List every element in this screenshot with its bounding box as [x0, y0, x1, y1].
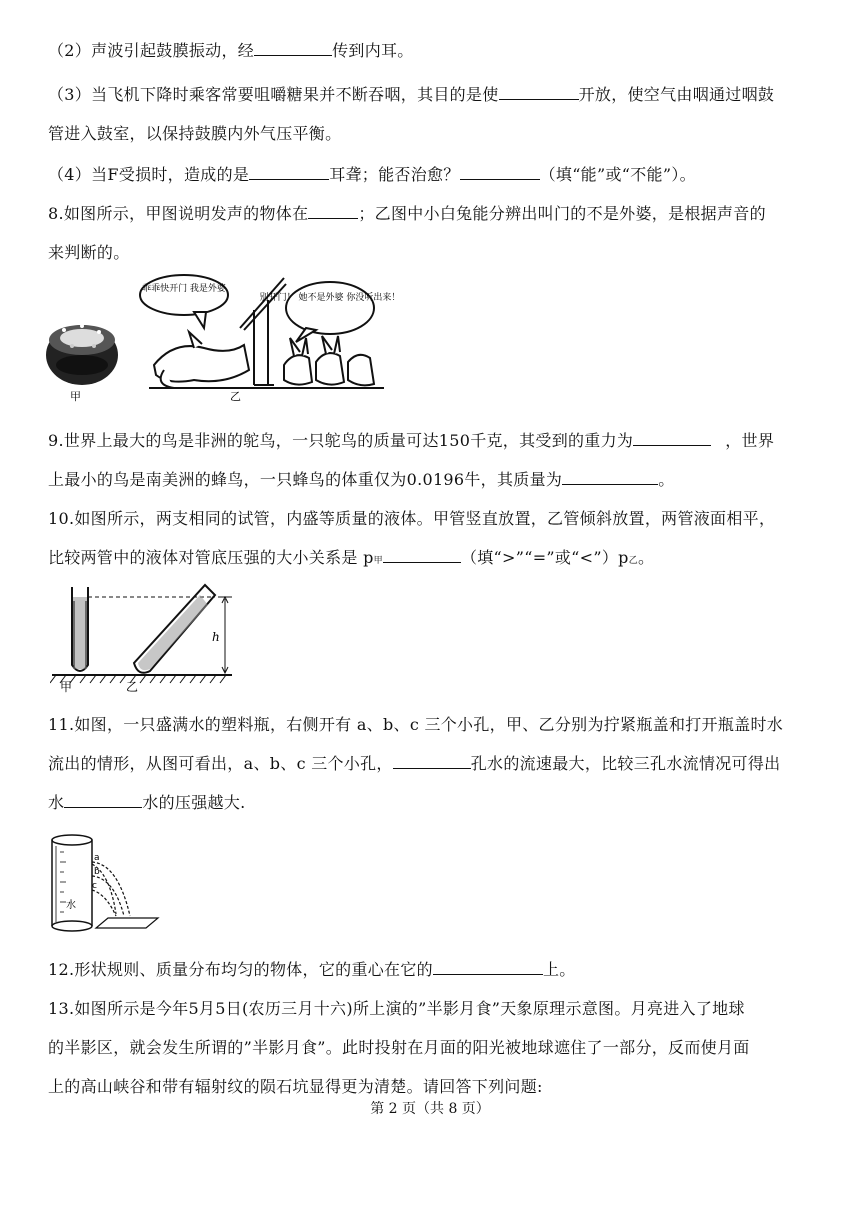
q11-line3	[48, 790, 246, 813]
answer-blank[interactable]	[460, 165, 540, 180]
text: 孔水的流速最大，比较三孔水流情况可得出	[470, 754, 781, 773]
hole-b-label: b	[94, 867, 100, 877]
text: （4）当F受损时，造成的是	[48, 165, 250, 184]
speech-bubble-right-icon	[286, 282, 374, 342]
q10-figure	[50, 583, 240, 693]
fig-label-yi: 乙	[230, 390, 241, 403]
wolf-icon	[154, 332, 249, 388]
text: 上最小的鸟是南美洲的蜂鸟，一只蜂鸟的体重仅为0.0196牛，其质量为	[48, 470, 563, 489]
answer-blank[interactable]	[254, 41, 332, 56]
q9-line2	[48, 467, 675, 490]
answer-blank[interactable]	[308, 204, 358, 219]
text: 水	[48, 793, 65, 812]
q8-figure	[44, 270, 404, 405]
subscript-yi: 乙	[628, 556, 639, 566]
text: 9.世界上最大的鸟是非洲的鸵鸟，一只鸵鸟的质量可达150千克，其受到的重力为	[48, 431, 634, 450]
q12-line1	[48, 957, 576, 980]
text: 12.形状规则、质量分布均匀的物体，它的重心在它的	[48, 960, 433, 979]
q13-line3: 上的高山峡谷和带有辐射纹的陨石坑显得更为清楚。请回答下列问题:	[48, 1077, 543, 1096]
bubble-right-text: 别开门！ 她不是外婆 你没听出来！	[259, 293, 401, 303]
text: 8.如图所示，甲图说明发声的物体在	[48, 204, 309, 223]
fig-label-jia: 甲	[60, 680, 73, 693]
rabbits-icon	[284, 336, 374, 385]
text: ；乙图中小白兔能分辨出叫门的不是外婆，是根据声音的	[358, 204, 766, 223]
q9-line1	[48, 428, 774, 451]
q7-part2	[48, 38, 414, 61]
text: 水的压强越大.	[142, 793, 246, 812]
answer-blank[interactable]	[499, 85, 579, 100]
text: 流出的情形，从图可看出，a、b、c 三个小孔，	[48, 754, 393, 773]
text: （3）当飞机下降时乘客常要咀嚼糖果并不断吞咽，其目的是使	[48, 85, 499, 104]
q11-line2	[48, 751, 780, 774]
text: 比较两管中的液体对管底压强的大小关系是 p	[48, 548, 374, 567]
q10-line1: 10.如图所示，两支相同的试管，内盛等质量的液体。甲管竖直放置，乙管倾斜放置，两管液面相平，	[48, 509, 776, 528]
subscript-jia: 甲	[373, 556, 383, 566]
answer-blank[interactable]	[249, 165, 329, 180]
fig-label-jia: 甲	[70, 390, 81, 403]
text: 耳聋；能否治愈？	[329, 165, 460, 184]
text: 。	[638, 548, 655, 567]
page-footer: 第 2 页（共 8 页）	[370, 1101, 490, 1117]
text: （填“>”“=”或“<”）p	[460, 548, 629, 567]
text: （填“能”或“不能”）。	[539, 165, 696, 184]
tray-icon	[96, 918, 158, 928]
q7-part3-line2: 管进入鼓室，以保持鼓膜内外气压平衡。	[48, 124, 342, 143]
hole-a-label: a	[94, 853, 100, 863]
fig-label-yi: 乙	[126, 680, 139, 693]
answer-blank[interactable]	[393, 754, 471, 769]
drum-icon	[46, 324, 118, 385]
height-arrow-icon	[218, 597, 232, 673]
answer-blank[interactable]	[633, 431, 711, 446]
fig-label-h: h	[212, 630, 220, 644]
vertical-test-tube-icon	[72, 587, 88, 671]
text: 。	[658, 470, 675, 489]
tilted-test-tube-icon	[134, 585, 215, 673]
hole-c-label: c	[92, 881, 97, 891]
answer-blank[interactable]	[562, 470, 658, 485]
q7-part4	[48, 162, 696, 185]
q13-line2: 的半影区，就会发生所谓的”半影月食”。此时投射在月面的阳光被地球遮住了一部分，反而使月面	[48, 1038, 750, 1057]
q11-line1: 11.如图，一只盛满水的塑料瓶，右侧开有 a、b、c 三个小孔，甲、乙分别为拧紧瓶盖和打开瓶盖时水	[48, 715, 784, 734]
bubble-left-line1: 乖乖快开门 我是外婆	[142, 284, 226, 294]
q11-figure	[48, 832, 168, 936]
text: 传到内耳。	[332, 41, 414, 60]
q7-part3-line1	[48, 82, 774, 105]
text: 上。	[542, 960, 576, 979]
speech-bubble-left-icon	[140, 275, 228, 328]
q8-line1	[48, 201, 766, 224]
q10-line2	[48, 545, 654, 568]
answer-blank[interactable]	[64, 793, 142, 808]
text: （2）声波引起鼓膜振动，经	[48, 41, 255, 60]
answer-blank[interactable]	[433, 960, 543, 975]
q8-line2: 来判断的。	[48, 243, 130, 262]
answer-blank[interactable]	[383, 548, 461, 563]
text: 开放，使空气由咽通过咽鼓	[578, 85, 775, 104]
text: ，世界	[725, 431, 775, 450]
water-label: 水	[66, 900, 76, 911]
plastic-bottle-icon	[52, 835, 92, 931]
q13-line1: 13.如图所示是今年5月5日(农历三月十六)所上演的”半影月食”天象原理示意图。月亮进入了地球	[48, 999, 745, 1018]
